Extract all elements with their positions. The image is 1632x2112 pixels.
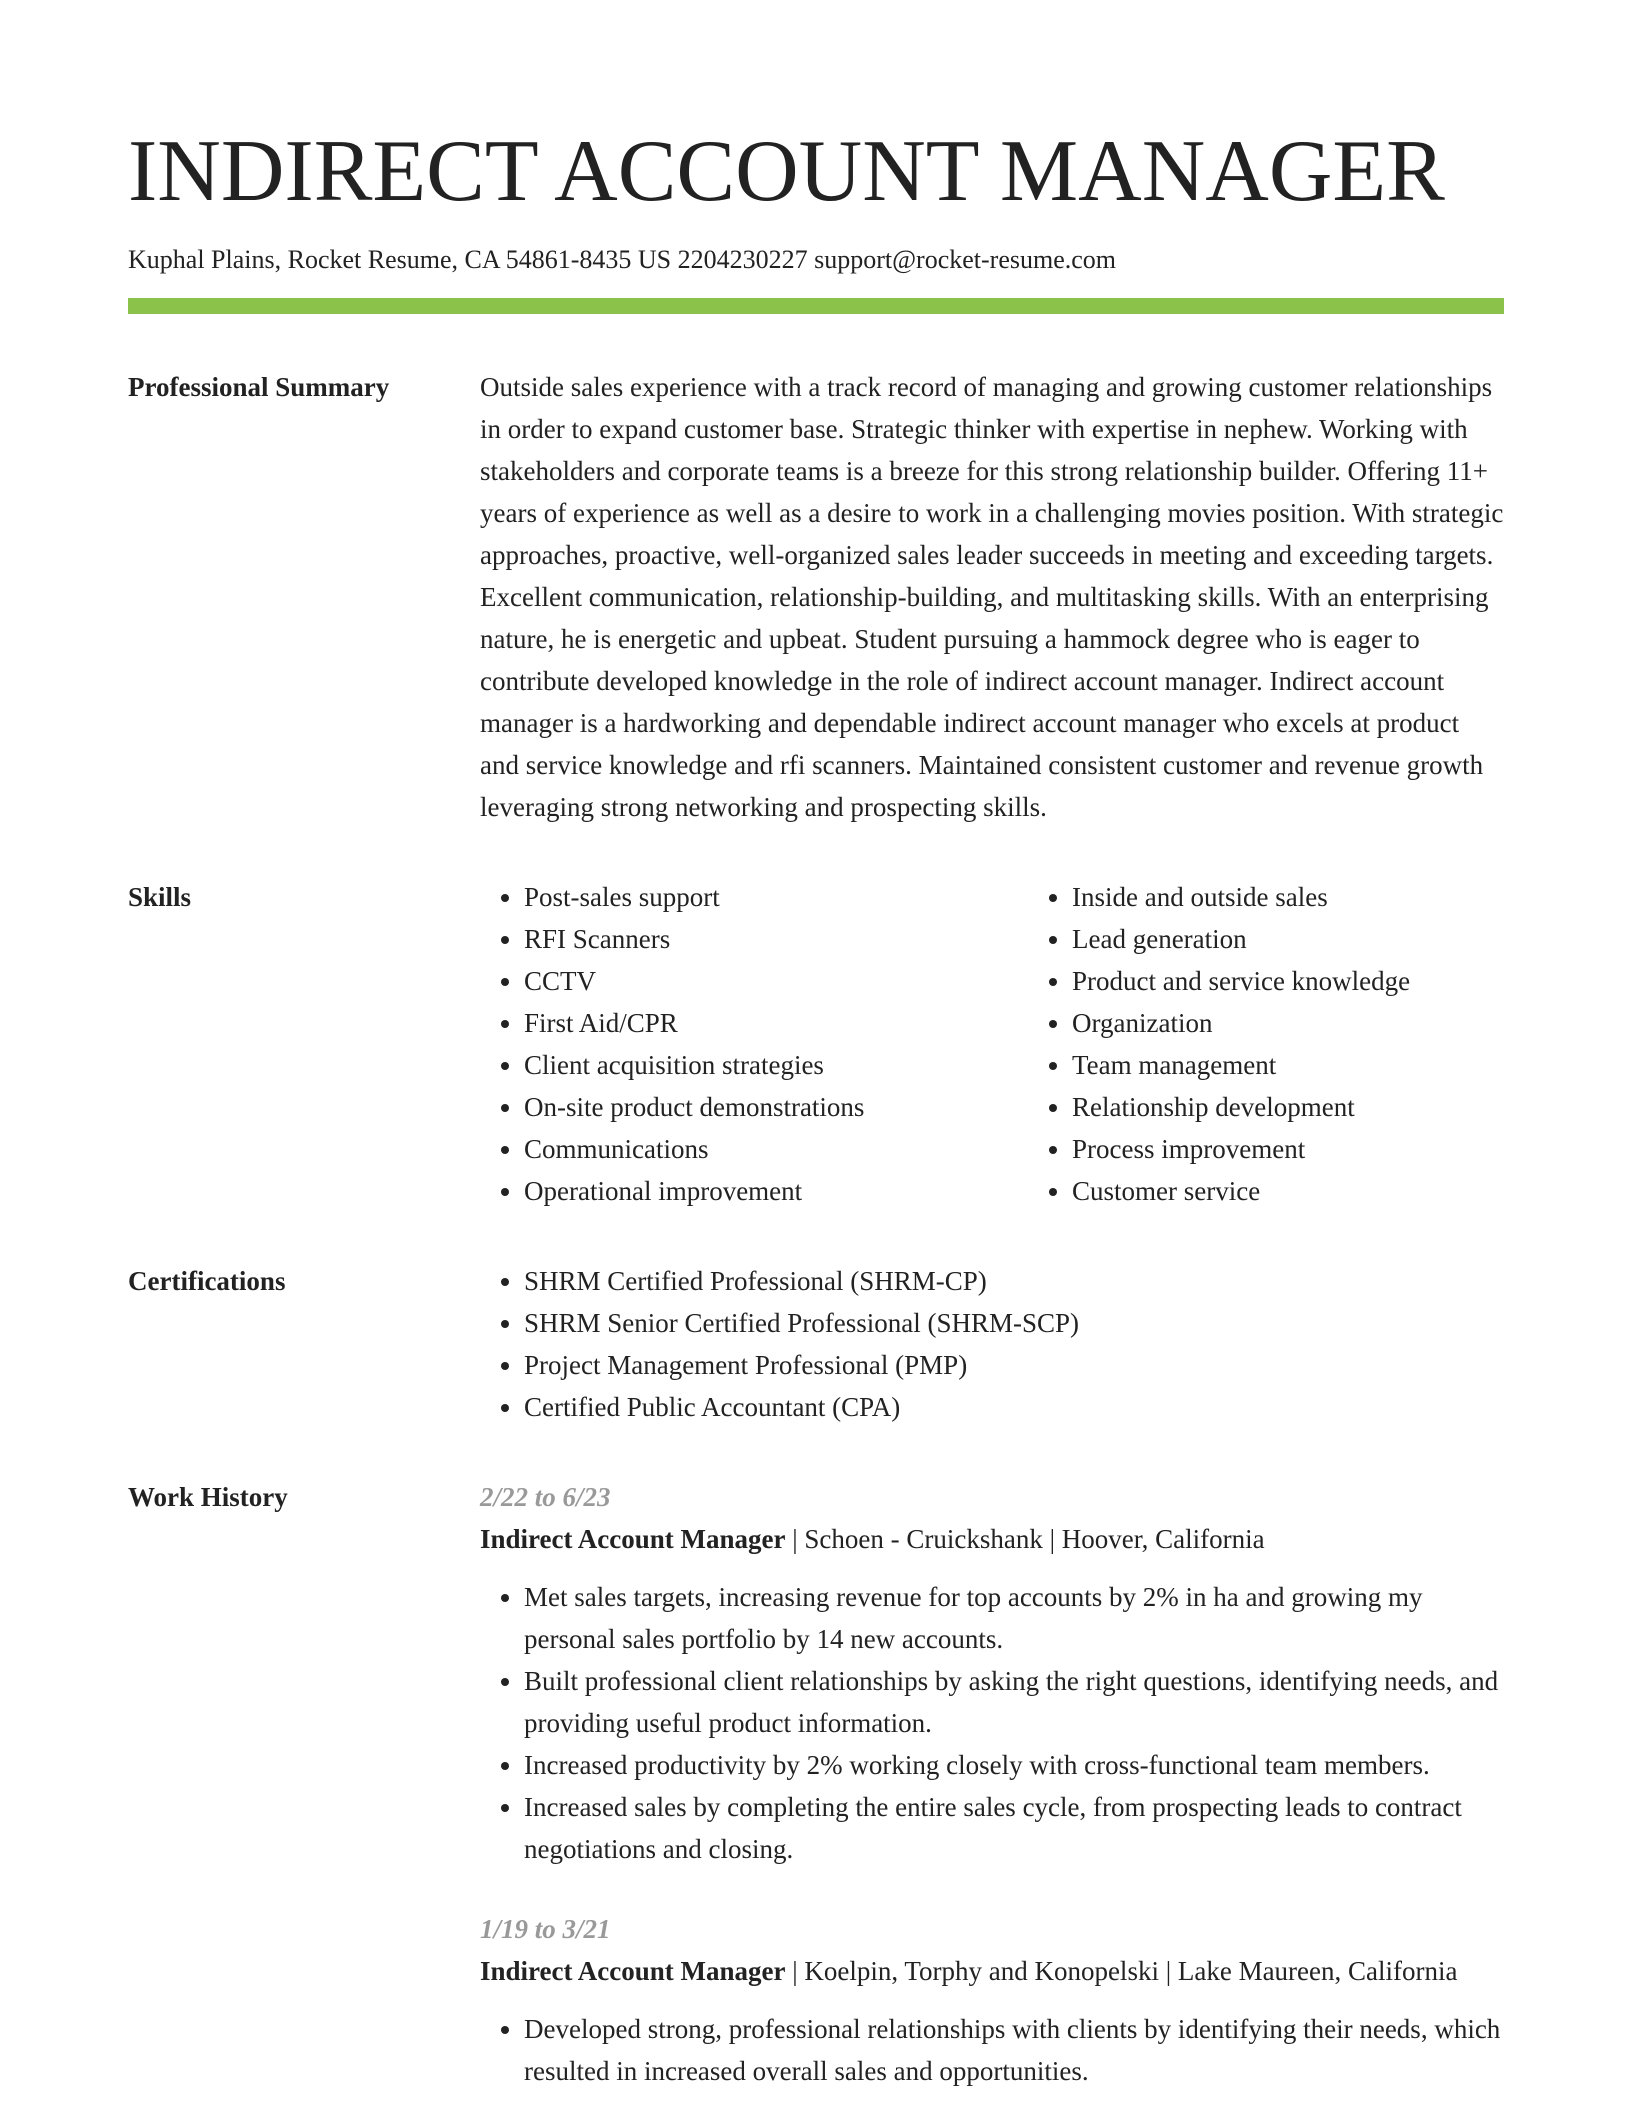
contact-info: Kuphal Plains, Rocket Resume, CA 54861-8435 US 2204230227 support@rocket-resume.com	[128, 245, 1116, 274]
skills-list-right	[1028, 876, 1576, 1212]
skill-item: • Team management	[1072, 1044, 1576, 1086]
certifications-list	[480, 1260, 1504, 1428]
skill-item: • RFI Scanners	[524, 918, 1028, 960]
work-history-label: Work History	[128, 1482, 288, 1512]
job-entry	[480, 1476, 1504, 1870]
job-bullets	[480, 2008, 1504, 2092]
work-history-section	[128, 1476, 1504, 2092]
summary-label: Professional Summary	[128, 372, 390, 402]
job-date: 2/22 to 6/23	[480, 1482, 611, 1512]
job-entry	[480, 1908, 1504, 2092]
skill-item: • Inside and outside sales	[1072, 876, 1576, 918]
job-details: | Koelpin, Torphy and Konopelski | Lake Maureen, California	[785, 1956, 1458, 1986]
skill-item: • Product and service knowledge	[1072, 960, 1576, 1002]
skill-item: • Client acquisition strategies	[524, 1044, 1028, 1086]
skill-item: • Process improvement	[1072, 1128, 1576, 1170]
skill-item: • Lead generation	[1072, 918, 1576, 960]
job-bullet: • Increased sales by completing the entire sales cycle, from prospecting leads to contract negotiations and closing.	[524, 1786, 1504, 1870]
skill-item: • Organization	[1072, 1002, 1576, 1044]
certifications-section	[128, 1260, 1504, 1428]
job-title: Indirect Account Manager	[480, 1956, 786, 1986]
skill-item: • Communications	[524, 1128, 1028, 1170]
skill-item: • Customer service	[1072, 1170, 1576, 1212]
resume-title: INDIRECT ACCOUNT MANAGER	[128, 123, 1445, 220]
skill-item: • On-site product demonstrations	[524, 1086, 1028, 1128]
skill-item: • Operational improvement	[524, 1170, 1028, 1212]
skills-label: Skills	[128, 882, 192, 912]
resume-page	[128, 124, 1504, 2092]
certification-item: • Project Management Professional (PMP)	[524, 1344, 1504, 1386]
job-bullet: • Met sales targets, increasing revenue for top accounts by 2% in ha and growing my personal sales portfolio by 14 new accounts.	[524, 1576, 1504, 1660]
job-bullet: • Developed strong, professional relationships with clients by identifying their needs, which resulted in increased overall sales and opportunities.	[524, 2008, 1504, 2092]
certification-item: • Certified Public Accountant (CPA)	[524, 1386, 1504, 1428]
summary-text: Outside sales experience with a track record of managing and growing customer relationships in order to expand customer base. Strategic thinker with expertise in nephew. Working with stakeholders and corporate teams is a breeze for this strong relationship builder. Offering 11+ years of experience as well as a desire to work in a challenging movies position. With strategic approaches, proactive, well-organized sales leader succeeds in meeting and exceeding targets. Excellent communication, relationship-building, and multitasking skills. With an enterprising nature, he is energetic and upbeat. Student pursuing a hammock degree who is eager to contribute developed knowledge in the role of indirect account manager. Indirect account manager is a hardworking and dependable indirect account manager who excels at product and service knowledge and rfi scanners. Maintained consistent customer and revenue growth leveraging strong networking and prospecting skills.	[480, 372, 1504, 822]
job-bullet: • Built professional client relationships by asking the right questions, identifying needs, and providing useful product information.	[524, 1660, 1504, 1744]
skill-item: • CCTV	[524, 960, 1028, 1002]
summary-section	[128, 366, 1504, 828]
job-heading	[480, 1950, 1504, 1992]
certification-item: • SHRM Certified Professional (SHRM-CP)	[524, 1260, 1504, 1302]
skills-section	[128, 876, 1504, 1212]
job-title: Indirect Account Manager	[480, 1524, 786, 1554]
certification-item: • SHRM Senior Certified Professional (SHRM-SCP)	[524, 1302, 1504, 1344]
job-bullet: • Increased productivity by 2% working closely with cross-functional team members.	[524, 1744, 1504, 1786]
skill-item: • Post-sales support	[524, 876, 1028, 918]
job-date: 1/19 to 3/21	[480, 1914, 611, 1944]
job-bullets	[480, 1576, 1504, 1870]
job-details: | Schoen - Cruickshank | Hoover, California	[785, 1524, 1265, 1554]
skill-item: • Relationship development	[1072, 1086, 1576, 1128]
job-heading	[480, 1518, 1504, 1560]
skill-item: • First Aid/CPR	[524, 1002, 1028, 1044]
certifications-label: Certifications	[128, 1266, 286, 1296]
skills-list-left	[480, 876, 1028, 1212]
accent-divider	[128, 298, 1504, 314]
